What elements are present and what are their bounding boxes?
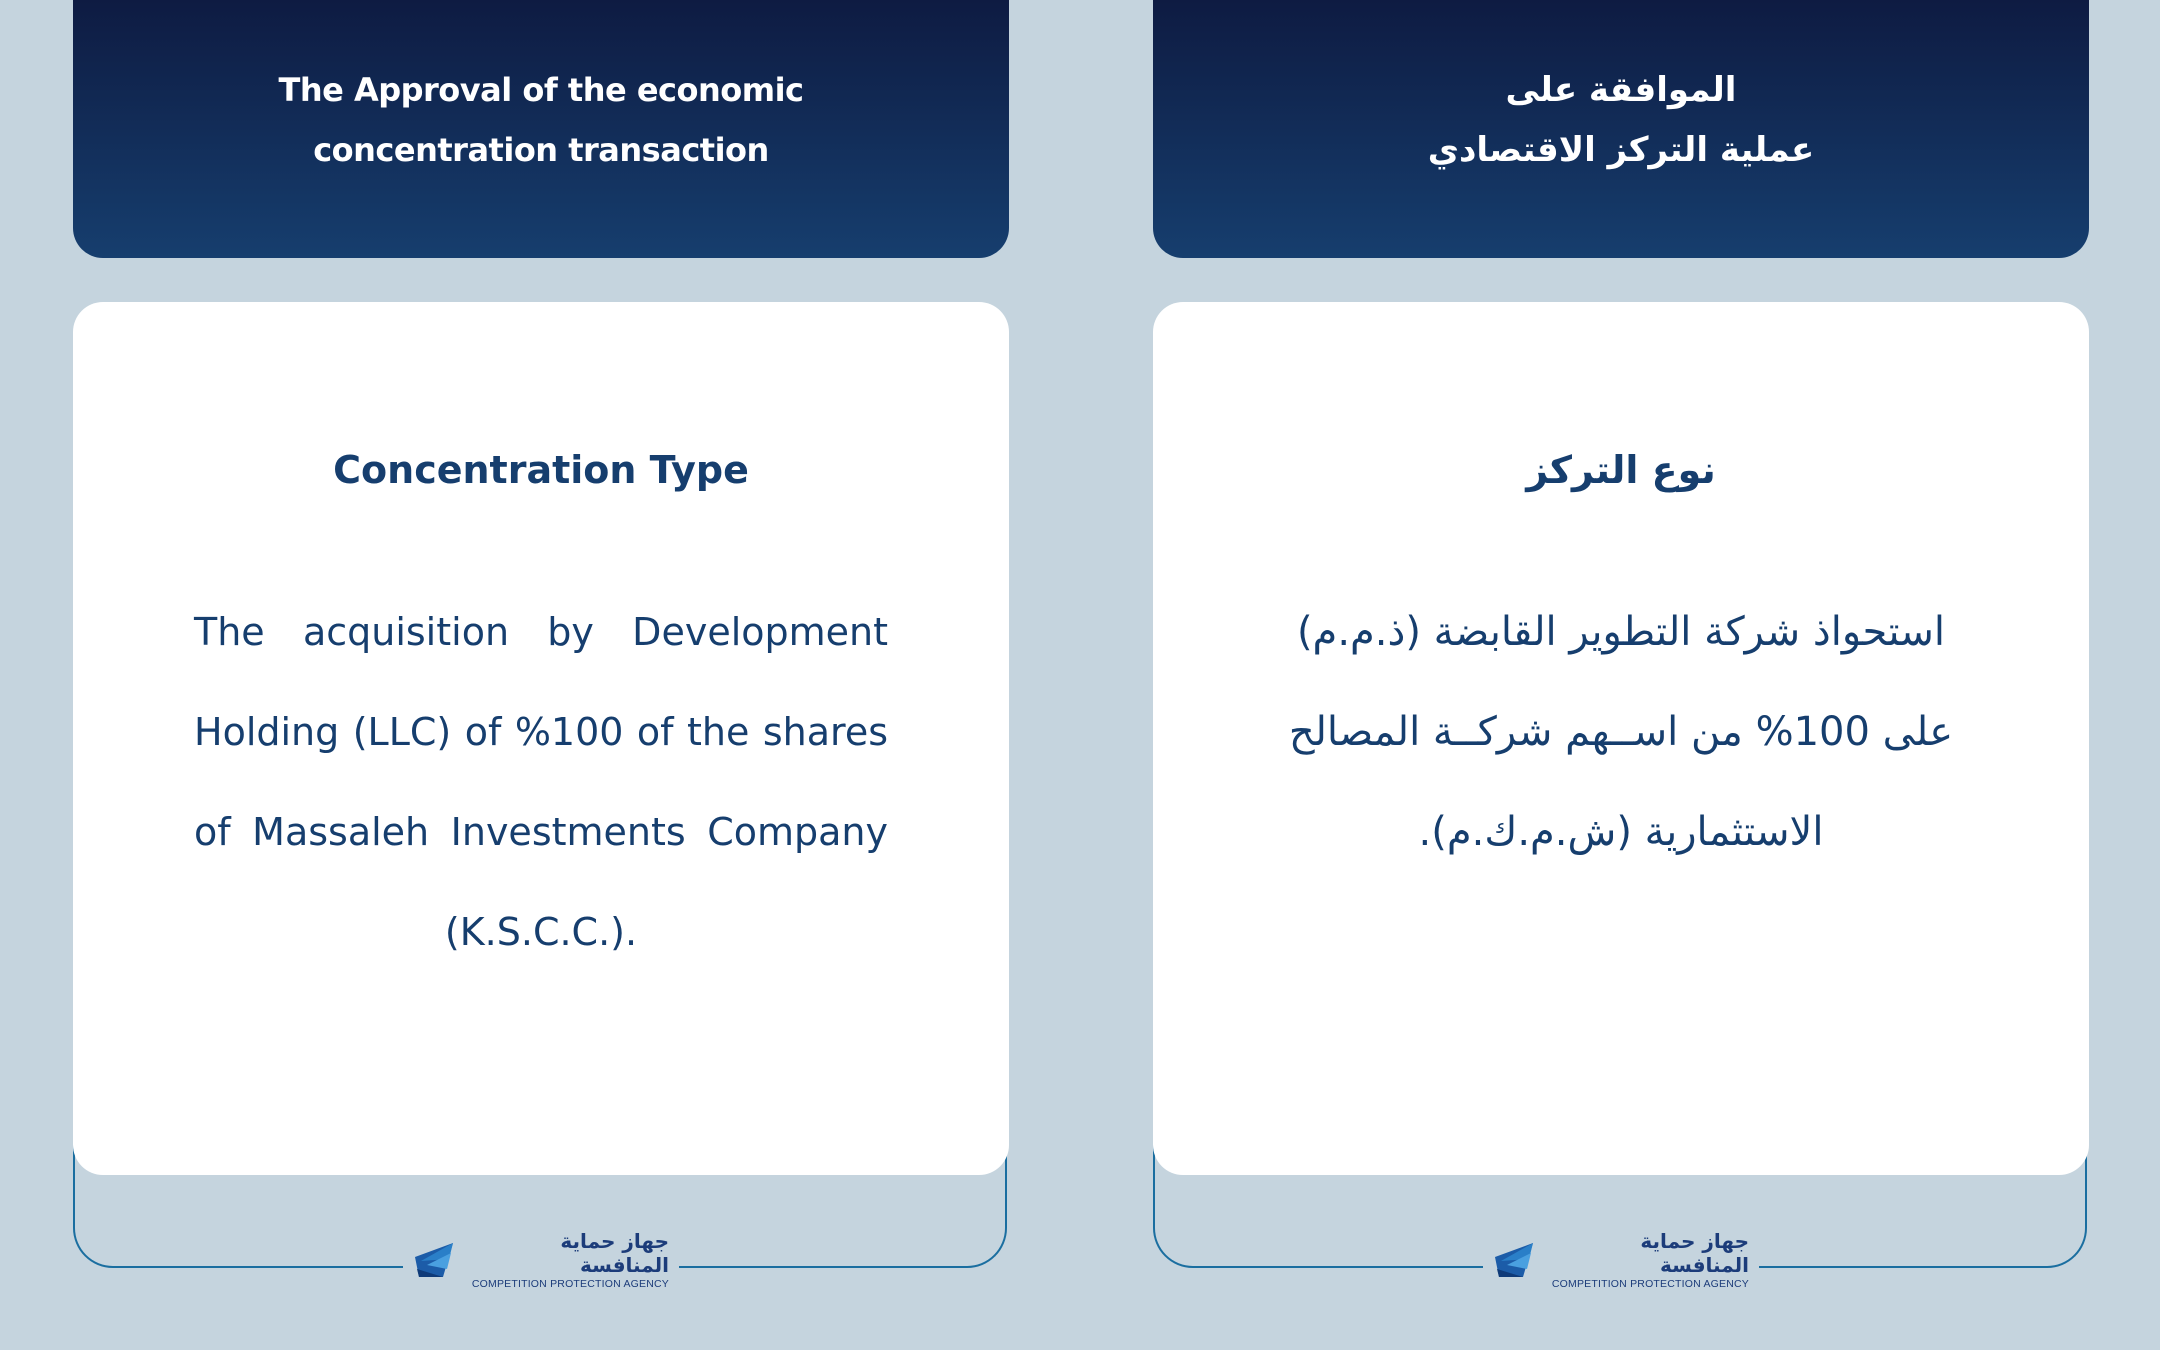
header-title-line-2: عملية التركز الاقتصادي [1427,130,1815,170]
header-title-line-2: concentration transaction [313,131,769,169]
agency-logo [1483,1229,1759,1290]
header-title-line-1: The Approval of the economic [278,71,804,109]
logo-arabic-name: جهاز حماية المنافسة [560,1229,669,1277]
card-title: نوع التركز [1526,448,1716,492]
card-body-text: The acquisition by Development Holding (LLC) of %100 of the shares of Massaleh Investments Company (K.S.C.C.). [194,610,888,954]
header-banner [73,0,1009,258]
card-body-text: استحواذ شركة التطوير القابضة (ذ.م.م) على 100% من اســهم شركــة المصالح الاستثمارية (ش.م.ك.م). [1288,609,1954,855]
header-banner [1153,0,2089,258]
english-panel [73,0,1009,1350]
sails-logo-icon [1493,1239,1539,1281]
arabic-panel [1153,0,2089,1350]
logo-arabic-name: جهاز حماية المنافسة [1640,1229,1749,1277]
header-title-line-1: الموافقة على [1505,70,1737,110]
logo-english-name: COMPETITION PROTECTION AGENCY [1551,1278,1749,1290]
card-title: Concentration Type [333,448,749,492]
agency-logo [403,1229,679,1290]
logo-english-name: COMPETITION PROTECTION AGENCY [471,1278,669,1290]
sails-logo-icon [413,1239,459,1281]
